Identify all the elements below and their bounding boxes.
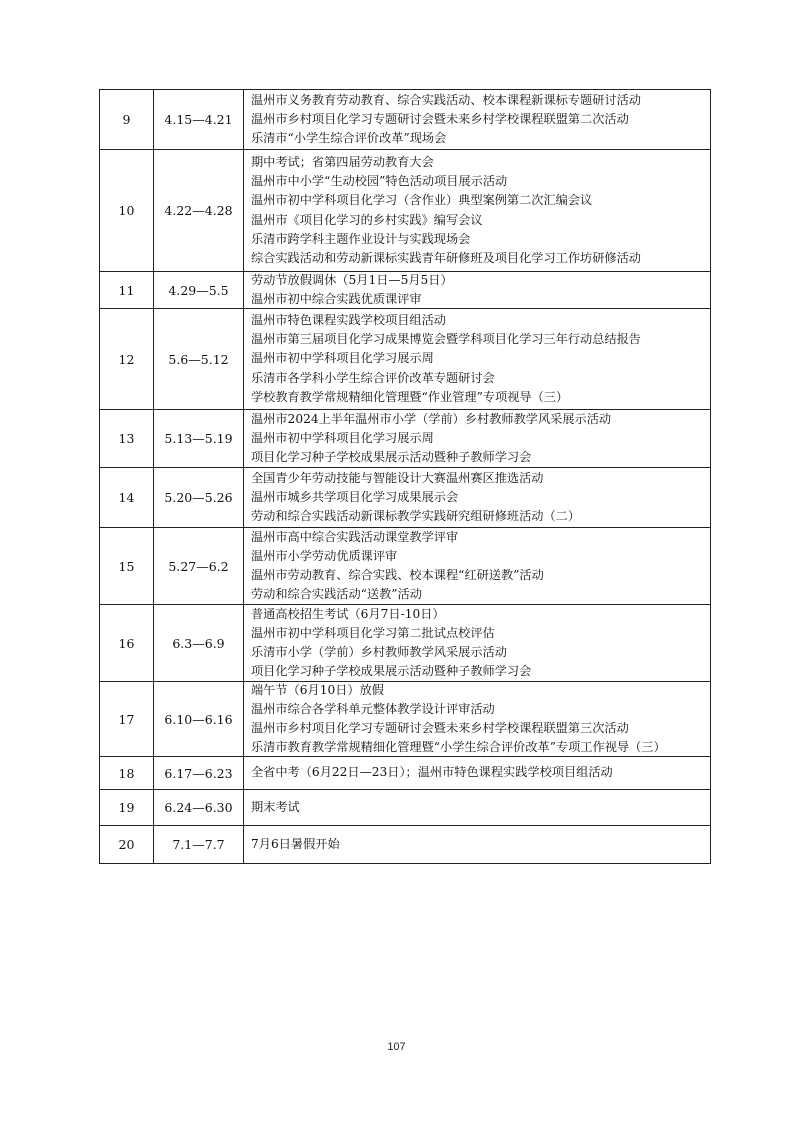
week-number: 12: [100, 309, 154, 409]
activity-item: 项目化学习种子学校成果展示活动暨种子教师学习会: [251, 450, 532, 465]
table-row: [100, 467, 710, 527]
activity-item: 温州市乡村项目化学习专题研讨会暨未来乡村学校课程联盟第二次活动: [251, 111, 629, 126]
activity-item: 温州市初中学科项目化学习展示周: [251, 430, 434, 445]
date-range: 5.13—5.19: [154, 410, 244, 467]
table-row: [100, 271, 710, 308]
activity-item: 乐清市教育教学常规精细化管理暨“小学生综合评价改革”专项工作视导（三）: [251, 740, 666, 755]
activity-list: [244, 309, 710, 409]
activity-item: 温州市小学劳动优质课评审: [251, 548, 398, 563]
activity-item: 乐清市小学（学前）乡村教师教学风采展示活动: [251, 645, 507, 659]
activity-item: 温州市义务教育劳动教育、综合实践活动、校本课程新课标专题研讨活动: [251, 92, 641, 107]
activity-list: [244, 682, 710, 756]
week-number: 17: [100, 682, 154, 756]
table-row: [100, 90, 710, 149]
table-row: [100, 527, 710, 604]
activity-item: 温州市综合各学科单元整体教学设计评审活动: [251, 701, 495, 716]
table-row: [100, 149, 710, 271]
date-range: 4.22—4.28: [154, 150, 244, 271]
table-row: [100, 789, 710, 825]
activity-list: [244, 790, 710, 825]
week-number: 20: [100, 826, 154, 863]
week-number: 18: [100, 757, 154, 789]
activity-item: 学校教育教学常规精细化管理暨“作业管理”专项视导（三）: [251, 389, 569, 404]
page-number: 107: [387, 1041, 406, 1053]
date-range: 6.24—6.30: [154, 790, 244, 825]
activity-item: 温州市第三届项目化学习成果博览会暨学科项目化学习三年行动总结报告: [251, 332, 641, 347]
activity-item: 全国青少年劳动技能与智能设计大赛温州赛区推选活动: [251, 470, 544, 485]
activity-list: [244, 826, 710, 863]
activity-item: 期中考试；省第四届劳动教育大会: [251, 154, 434, 169]
table-row: [100, 756, 710, 789]
activity-item: 温州市《项目化学习的乡村实践》编写会议: [251, 212, 483, 227]
activity-list: [244, 272, 710, 308]
activity-item: 乐清市各学科小学生综合评价改革专题研讨会: [251, 370, 495, 385]
table-row: [100, 604, 710, 681]
activity-item: 劳动节放假调休（5月1日—5月5日）: [251, 272, 453, 287]
schedule-table: [99, 89, 711, 864]
table-row: [100, 308, 710, 409]
activity-list: [244, 605, 710, 681]
activity-item: 劳动和综合实践活动“送教”活动: [251, 587, 422, 602]
week-number: 14: [100, 468, 154, 527]
activity-item: 温州市城乡共学项目化学习成果展示会: [251, 489, 459, 504]
table-row: [100, 825, 710, 863]
activity-item: 劳动和综合实践活动新课标教学实践研究组研修班活动（二）: [251, 509, 581, 524]
activity-item: 温州市初中学科项目化学习第二批试点校评估: [251, 625, 495, 640]
activity-item: 端午节（6月10日）放假: [251, 682, 384, 697]
date-range: 6.10—6.16: [154, 682, 244, 756]
activity-list: [244, 528, 710, 604]
date-range: 4.29—5.5: [154, 272, 244, 308]
activity-item: 普通高校招生考试（6月7日-10日）: [251, 606, 445, 621]
activity-item: 温州市初中学科项目化学习（含作业）典型案例第二次汇编会议: [251, 193, 593, 208]
activity-list: [244, 468, 710, 527]
week-number: 13: [100, 410, 154, 467]
activity-list: [244, 150, 710, 271]
activity-item: 温州市初中综合实践优质课评审: [251, 292, 422, 306]
activity-item: 温州市乡村项目化学习专题研讨会暨未来乡村学校课程联盟第三次活动: [251, 721, 629, 735]
date-range: 5.27—6.2: [154, 528, 244, 604]
date-range: 6.3—6.9: [154, 605, 244, 681]
table-row: [100, 409, 710, 467]
week-number: 15: [100, 528, 154, 604]
activity-list: [244, 90, 710, 149]
table-row: [100, 681, 710, 756]
activity-item: 综合实践活动和劳动新课标实践青年研修班及项目化学习工作坊研修活动: [251, 250, 641, 265]
activity-item: 乐清市“小学生综合评价改革”现场会: [251, 131, 447, 146]
activity-item: 温州市中小学“生动校园”特色活动项目展示活动: [251, 174, 508, 189]
week-number: 19: [100, 790, 154, 825]
activity-item: 温州市初中学科项目化学习展示周: [251, 351, 434, 366]
date-range: 4.15—4.21: [154, 90, 244, 149]
activity-list: [244, 410, 710, 467]
week-number: 16: [100, 605, 154, 681]
week-number: 10: [100, 150, 154, 271]
activity-item: 温州市2024上半年温州市小学（学前）乡村教师教学风采展示活动: [251, 411, 612, 426]
activity-item: 项目化学习种子学校成果展示活动暨种子教师学习会: [251, 664, 532, 679]
activity-item: 温州市高中综合实践活动课堂教学评审: [251, 529, 459, 544]
activity-item: 7月6日暑假开始: [251, 836, 340, 851]
date-range: 5.6—5.12: [154, 309, 244, 409]
week-number: 9: [100, 90, 154, 149]
date-range: 7.1—7.7: [154, 826, 244, 863]
activity-item: 温州市劳动教育、综合实践、校本课程“红研送教”活动: [251, 568, 544, 582]
activity-item: 全省中考（6月22日—23日）；温州市特色课程实践学校项目组活动: [251, 765, 613, 780]
activity-list: [244, 757, 710, 789]
week-number: 11: [100, 272, 154, 308]
date-range: 6.17—6.23: [154, 757, 244, 789]
date-range: 5.20—5.26: [154, 468, 244, 527]
activity-item: 期末考试: [251, 799, 300, 814]
activity-item: 温州市特色课程实践学校项目组活动: [251, 313, 446, 327]
activity-item: 乐清市跨学科主题作业设计与实践现场会: [251, 231, 471, 246]
